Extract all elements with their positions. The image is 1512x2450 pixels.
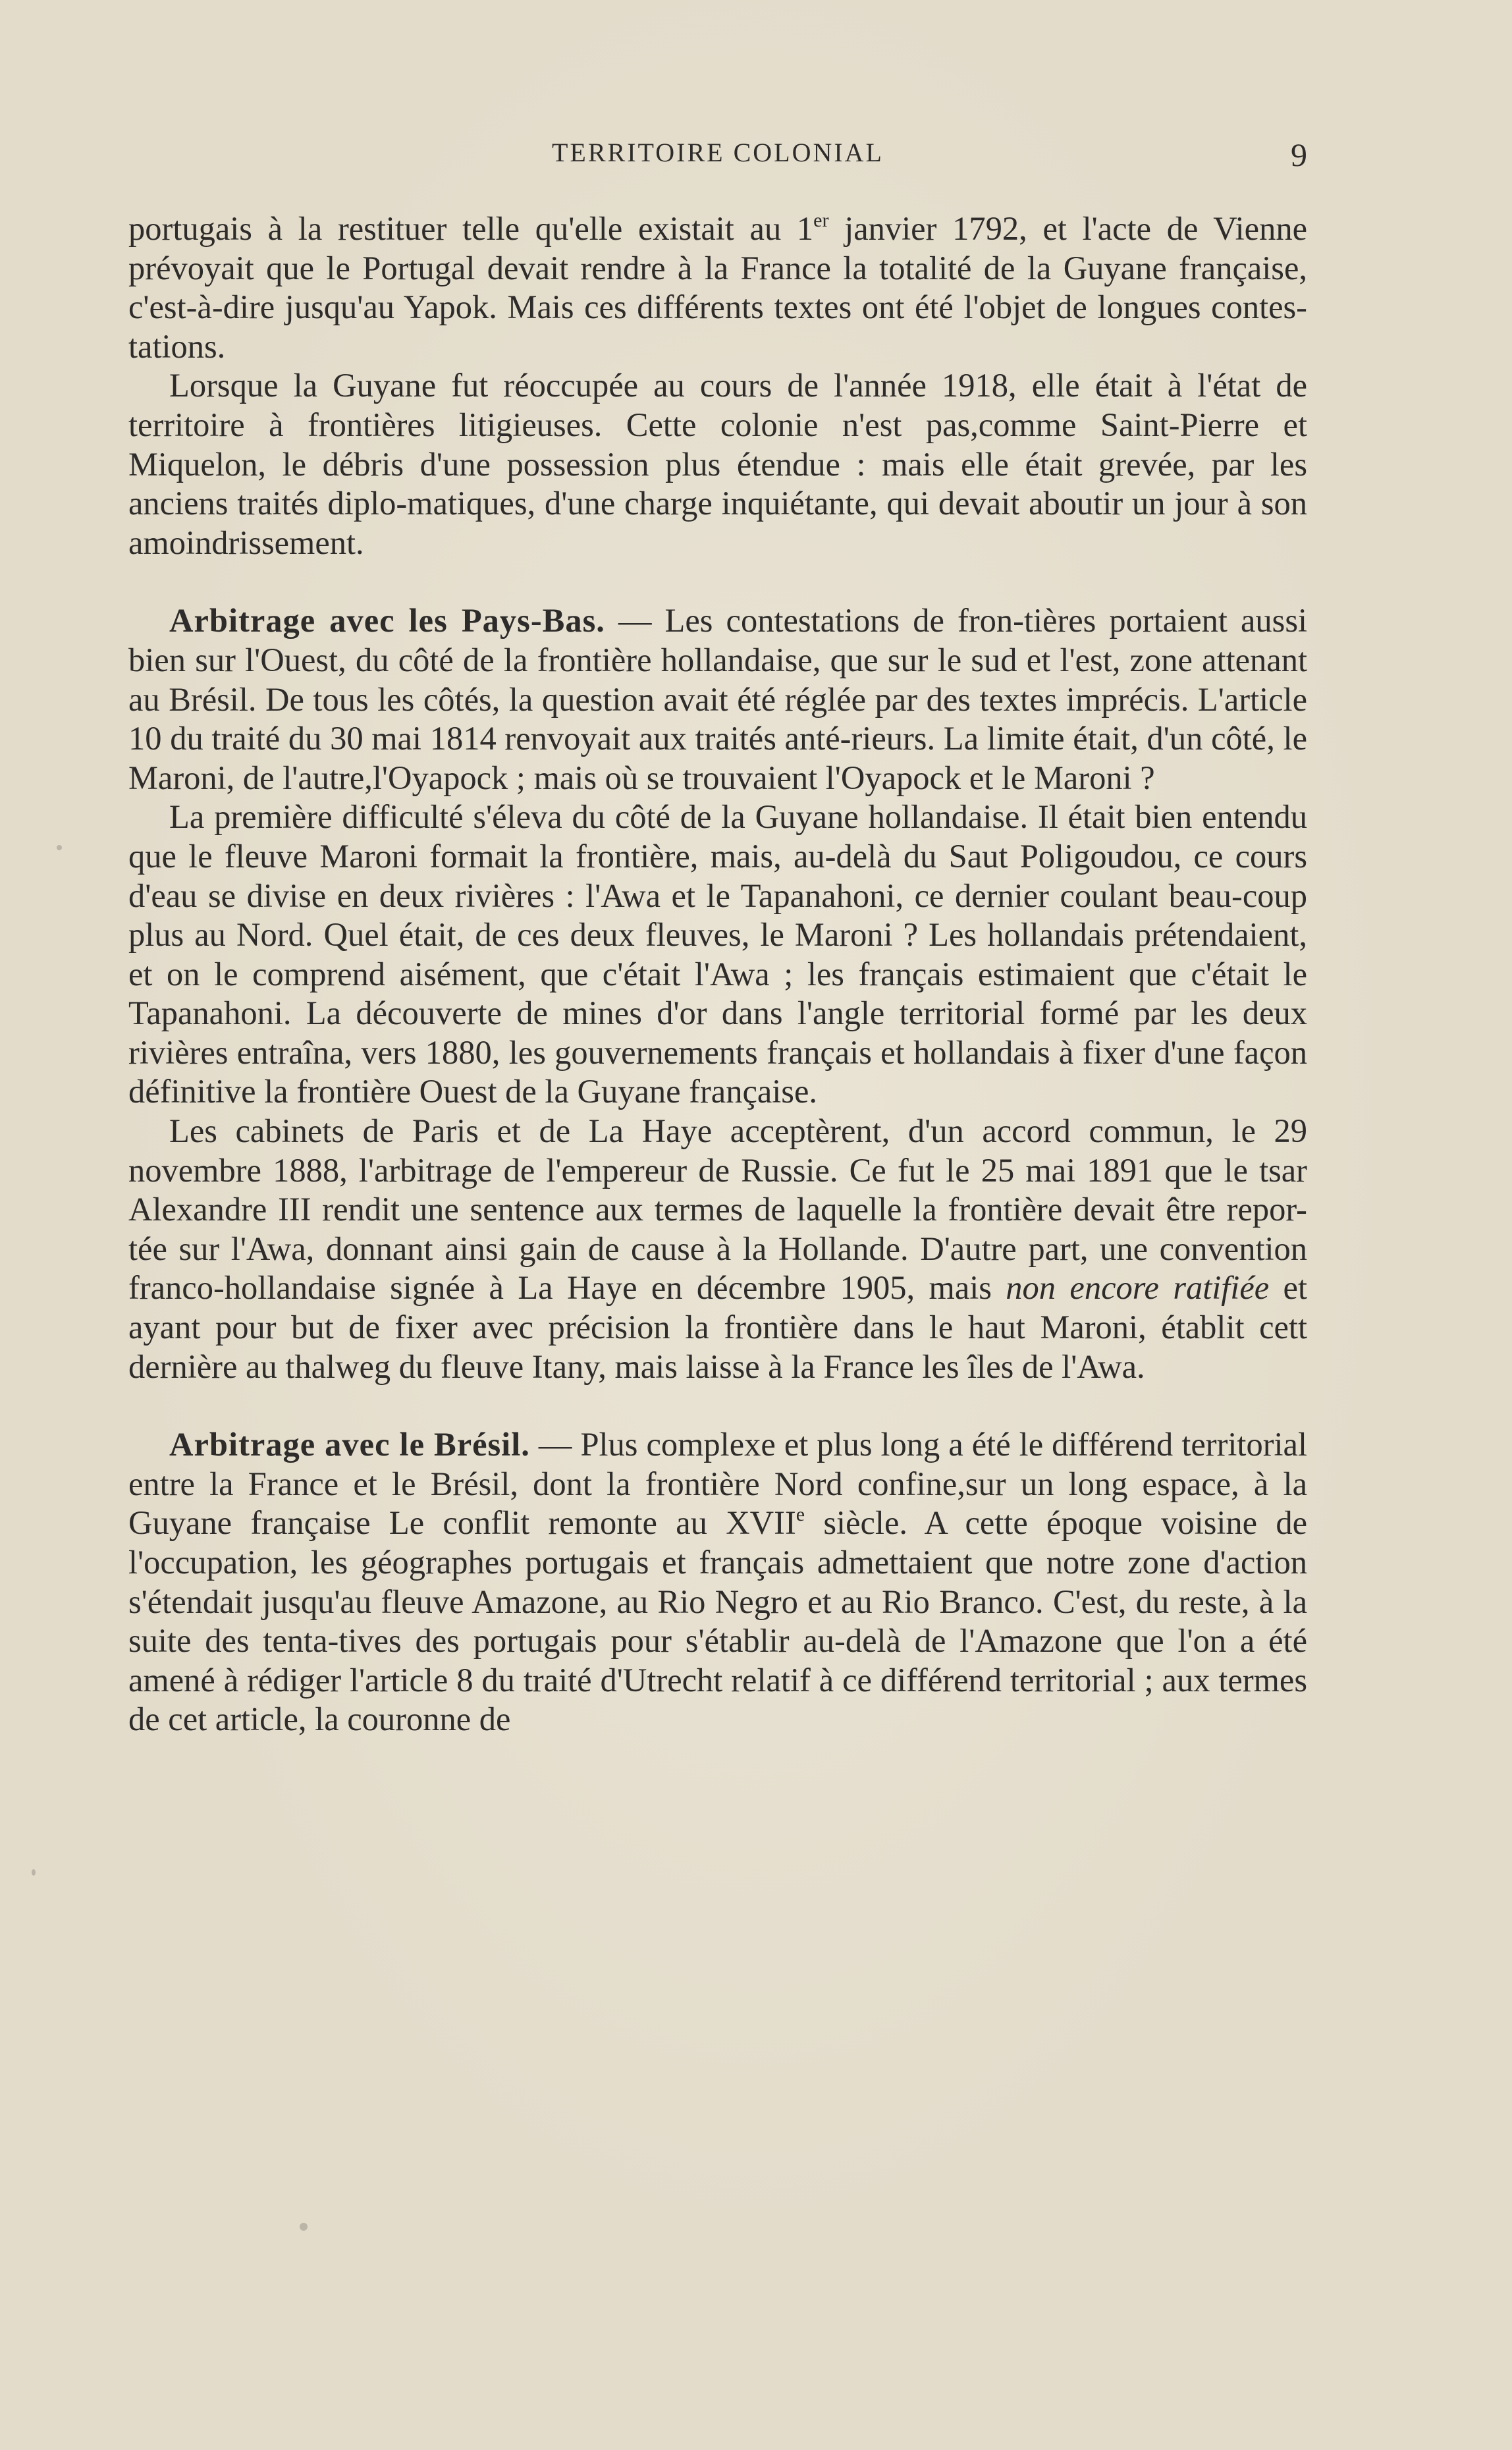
section-heading-bresil: Arbitrage avec le Brésil.	[169, 1426, 530, 1463]
superscript: e	[796, 1504, 805, 1526]
body-text	[128, 209, 1307, 1739]
paragraph-text: — Plus complexe et plus long a été le différend territorial entre la France et le Brésil, dont la frontière Nord confine,sur un long espace, à la Guyane française Le conflit remonte au XVII	[128, 1426, 1307, 1542]
paper-speck	[32, 1869, 36, 1876]
paragraph-3	[128, 601, 1307, 798]
paragraph-text: — Les contestations de fron-tières portaient aussi bien sur l'Ouest, du côté de la frontière hollandaise, que sur le sud et l'est, zone attenant au Brésil. De tous les côtés, la question avait été réglée par des textes imprécis. L'article 10 du traité du 30 mai 1814 renvoyait aux traités anté-rieurs. La limite était, d'un côté, le Maroni, de l'autre,l'Oyapock ; mais où se trouvaient l'Oyapock et le Maroni ?	[128, 602, 1307, 796]
paper-speck	[57, 845, 62, 850]
paragraph-text: Les cabinets de Paris et de La Haye acceptèrent, d'un accord commun, le 29 novembre 1888, l'arbitrage de l'empereur de Russie. Ce fut le 25 mai 1891 que le tsar Alexandre III rendit une sentence aux termes de laquelle la frontière devait être repor-tée sur l'Awa, donnant ainsi gain de cause à la Hollande. D'autre part, une convention franco-hollandaise signée à La Haye en décembre 1905, mais	[128, 1112, 1307, 1307]
italic-text: non encore ratifiée	[1006, 1269, 1270, 1307]
section-heading-pays-bas: Arbitrage avec les Pays-Bas.	[169, 602, 605, 640]
paragraph-2: Lorsque la Guyane fut réoccupée au cours de l'année 1918, elle était à l'état de territoire à frontières litigieuses. Cette colonie n'est pas,comme Saint-Pierre et Miquelon, le débris d'une possession plus étendue : mais elle était grevée, par les anciens traités diplo-matiques, d'une charge inquiétante, qui devait aboutir un jour à son amoindrissement.	[128, 367, 1307, 561]
paper-speck	[300, 2223, 308, 2231]
paragraph-4: La première difficulté s'éleva du côté de la Guyane hollandaise. Il était bien entendu que le fleuve Maroni formait la frontière, mais, au-delà du Saut Poligoudou, ce cours d'eau se divise en deux rivières : l'Awa et le Tapanahoni, ce dernier coulant beau-coup plus au Nord. Quel était, de ces deux fleuves, le Maroni ? Les hollandais prétendaient, et on le comprend aisément, que c'était l'Awa ; les français estimaient que c'était le Tapanahoni. La découverte de mines d'or dans l'angle territorial formé par les deux rivières entraîna, vers 1880, les gouvernements français et hollandais à fixer d'une façon définitive la frontière Ouest de la Guyane française.	[128, 798, 1307, 1110]
paragraph-text: portugais à la restituer telle qu'elle existait au 1	[128, 210, 814, 247]
paragraph-text: janvier 1792, et l'acte de Vienne prévoyait que le Portugal devait rendre à la France la totalité de la Guyane française, c'est-à-dire jusqu'au Yapok. Mais ces différents textes ont été l'objet de longues contes-tations.	[128, 210, 1308, 365]
paragraph-5	[128, 1112, 1307, 1386]
paragraph-6	[128, 1425, 1307, 1739]
paragraph-text: siècle. A cette époque voisine de l'occupation, les géographes portugais et français admettaient que notre zone d'action s'étendait jusqu'au fleuve Amazone, au Rio Negro et au Rio Branco. C'est, du reste, à la suite des tenta-tives des portugais pour s'établir au-delà de l'Amazone que l'on a été amené à rédiger l'article 8 du traité d'Utrecht relatif à ce différend territorial ; aux termes de cet article, la couronne de	[128, 1504, 1307, 1738]
superscript: er	[813, 209, 829, 231]
running-head	[128, 132, 1307, 171]
paragraph-text: et ayant pour but de fixer avec précision la frontière dans le haut Maroni, établit cett dernière au thalweg du fleuve Itany, mais laisse à la France les îles de l'Awa.	[128, 1269, 1307, 1385]
paragraph-1	[128, 209, 1307, 366]
running-title: TERRITOIRE COLONIAL	[552, 138, 884, 167]
page-number: 9	[1291, 136, 1307, 173]
